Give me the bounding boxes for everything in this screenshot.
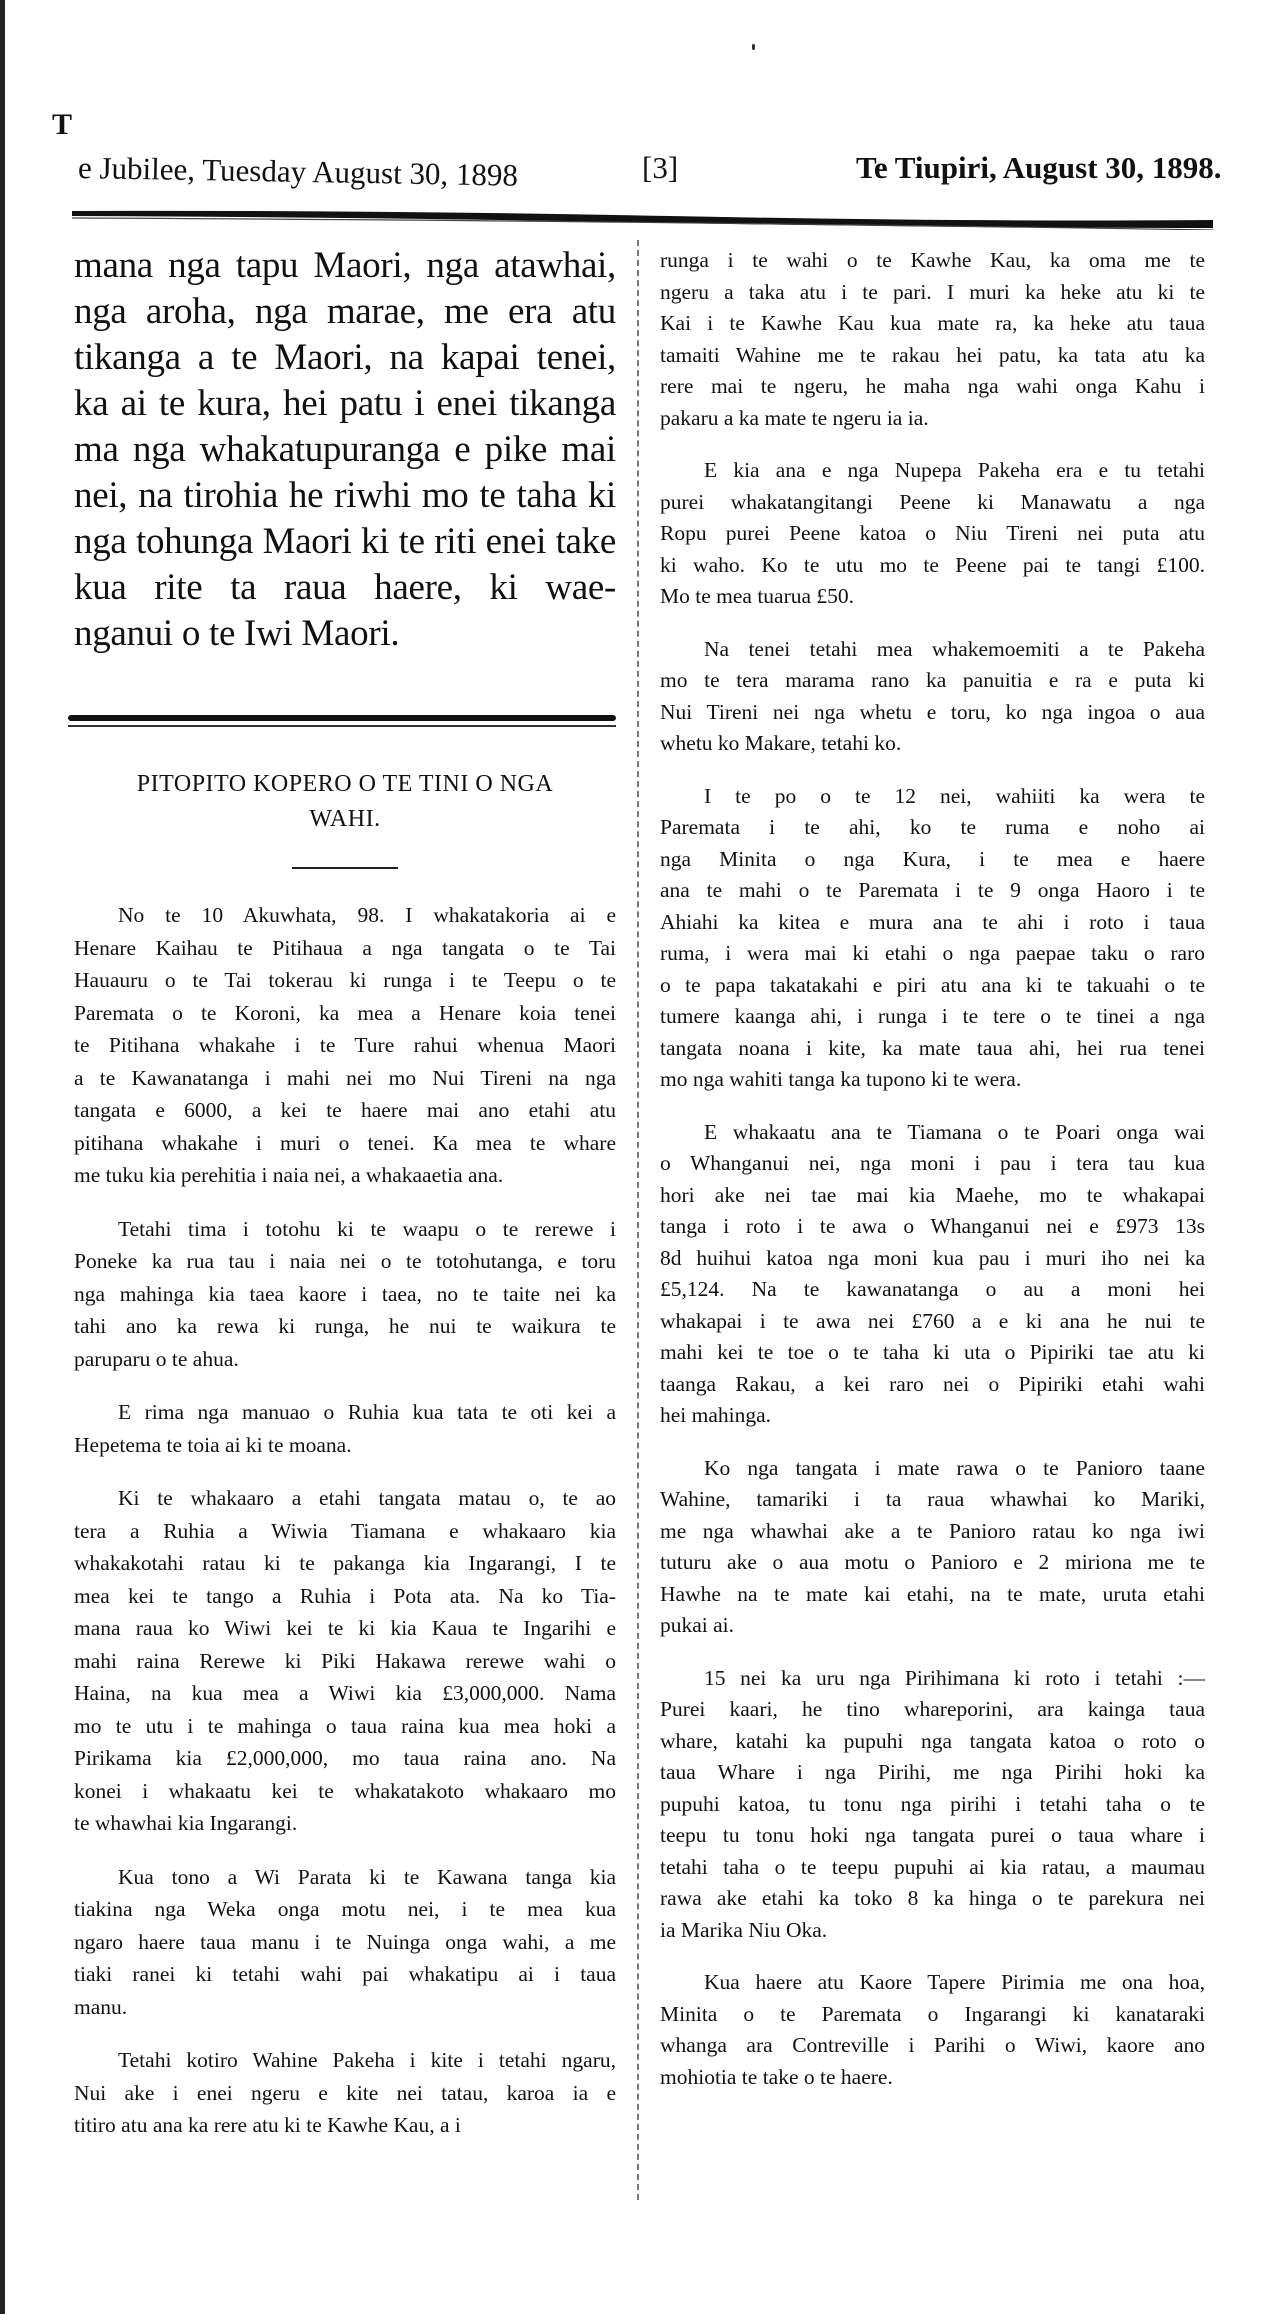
right-column: [660, 245, 1205, 2114]
section-heading: [74, 767, 616, 837]
text-line: pupuhi katoa, tu tonu nga pirihi i tetahi taha o te: [660, 1791, 1205, 1816]
text-line: mo nga wahiti tanga ka tupono ki te wera.: [660, 1067, 1022, 1091]
text-line: Mo te mea tuarua £50.: [660, 584, 855, 608]
text-line: Ko nga tangata i mate rawa o te Panioro taane: [704, 1455, 1205, 1480]
right-articles: [660, 245, 1205, 2093]
left-articles: [74, 899, 616, 2142]
text-line: whare, katahi ka pupuhi nga tangata katoa o roto o: [660, 1728, 1205, 1753]
header-rule: [70, 208, 1215, 230]
text-line: Wahine, tamariki i ta raua whawhai ko Mariki,: [660, 1487, 1205, 1511]
text-line: pitihana whakahe i muri o tenei. Ka mea te whare: [74, 1130, 616, 1155]
article-paragraph: [660, 245, 1205, 434]
text-line: konei i whakaatu kei te whakatakoto whakaaro mo: [74, 1778, 616, 1803]
text-line: nga Minita o nga Kura, i te mea e haere: [660, 846, 1205, 871]
text-line: Kua tono a Wi Parata ki te Kawana tanga kia: [118, 1864, 616, 1889]
text-line: ana te mahi o te Paremata i te 9 onga Haoro i te: [660, 878, 1205, 902]
text-line: Poneke ka rua tau i naia nei o te totohutanga, e toru: [74, 1249, 616, 1273]
text-line: taanga Rakau, a kei raro nei o Pipiriki etahi wahi: [660, 1371, 1205, 1396]
divider-thick-line: [68, 715, 616, 721]
section-divider: [68, 715, 616, 727]
text-line: mana nga tapu Maori, nga atawhai,: [74, 245, 616, 286]
text-line: Paremata i te ahi, ko te ruma e noho ai: [660, 815, 1205, 839]
text-line: Hawhe na te mate kai etahi, na te mate, uruta etahi: [660, 1581, 1205, 1606]
text-line: taua Whare i nga Pirihi, me nga Pirihi hoki ka: [660, 1760, 1205, 1784]
column-divider: [637, 240, 639, 2200]
text-line: a te Kawanatanga i mahi nei mo Nui Tireni na nga: [74, 1065, 616, 1090]
text-line: o Whanganui nei, nga moni i pau i tera tau kua: [660, 1151, 1205, 1175]
text-line: whanga ara Contreville i Parihi o Wiwi, kaore ano: [660, 2033, 1205, 2057]
text-line: paruparu o te ahua.: [74, 1346, 239, 1371]
text-line: nga aroha, nga marae, me era atu: [74, 291, 616, 332]
text-line: Kua haere atu Kaore Tapere Pirimia me ona hoa,: [704, 1970, 1205, 1994]
text-line: kua rite ta raua haere, ki wae-: [74, 567, 616, 608]
text-line: Nui ake i enei ngeru e kite nei tatau, karoa ia e: [74, 2080, 616, 2105]
text-line: hei mahinga.: [660, 1403, 772, 1427]
text-line: Kai i te Kawhe Kau kua mate ra, ka heke atu taua: [660, 311, 1205, 335]
divider-thin-line: [68, 725, 616, 727]
text-line: tangata e 6000, a kei te haere mai ano etahi atu: [74, 1098, 616, 1122]
text-line: titiro atu ana ka rere atu ki te Kawhe Kau, a i: [74, 2113, 461, 2137]
text-line: nga tohunga Maori ki te riti enei take: [74, 521, 616, 562]
text-line: tamaiti Wahine me te rakau hei patu, ka tata atu ka: [660, 342, 1205, 367]
text-line: me tuku kia perehitia i naia nei, a whakaaetia ana.: [74, 1163, 504, 1187]
text-line: tuturu ake o aua motu o Panioro e 2 miriona me te: [660, 1550, 1205, 1574]
article-paragraph: [660, 634, 1205, 760]
text-line: Nui Tireni nei nga whetu e toru, ko nga ingoa o aua: [660, 699, 1205, 724]
text-line: o te papa takatakahi e piri atu ana ki te takuahi o te: [660, 972, 1205, 997]
text-line: E kia ana e nga Nupepa Pakeha era e tu tetahi: [704, 458, 1205, 482]
text-line: me nga whawhai ake a te Panioro ratau ko nga iwi: [660, 1518, 1205, 1543]
scan-speck: [752, 44, 755, 50]
text-line: Ahiahi ka kitea e mura ana te ahi i roto i taua: [660, 909, 1205, 934]
text-line: rawa ake etahi ka toko 8 ka hinga o te parekura nei: [660, 1886, 1205, 1910]
text-line: mahi kei te toe o te taha ki uta o Pipiriki tae atu ki: [660, 1340, 1205, 1364]
text-line: ma nga whakatupuranga e pike mai: [74, 429, 616, 470]
article-paragraph: [74, 1396, 616, 1461]
text-line: Ropu purei Peene katoa o Niu Tireni nei puta atu: [660, 521, 1205, 545]
article-paragraph: [74, 899, 616, 1192]
text-line: ruma, i wera mai ki etahi o nga paepae taku o raro: [660, 941, 1205, 965]
text-line: runga i te wahi o te Kawhe Kau, ka oma me te: [660, 248, 1205, 272]
text-line: Hauauru o te Tai tokerau ki runga i te Teepu o te: [74, 968, 616, 992]
text-line: nga mahinga kia taea kaore i taea, no te taite nei ka: [74, 1281, 616, 1306]
text-line: Hepetema te toia ai ki te moana.: [74, 1432, 352, 1457]
text-line: mahi raina Rerewe ki Piki Hakawa rerewe wahi o: [74, 1648, 616, 1673]
header-left-title: e Jubilee, Tuesday August 30, 1898: [77, 150, 519, 193]
header-right-title: Te Tiupiri, August 30, 1898.: [856, 150, 1222, 185]
left-column: [74, 243, 616, 2163]
heading-underline-rule: [292, 867, 398, 869]
text-line: Purei kaari, he tino whareporini, ara kainga taua: [660, 1697, 1205, 1721]
text-line: Paremata o te Koroni, ka mea a Henare koia tenei: [74, 1000, 616, 1025]
text-line: mo te utu i te mahinga o taua raina kua mea hoki a: [74, 1713, 616, 1738]
text-line: pukai ai.: [660, 1613, 735, 1637]
text-line: ia Marika Niu Oka.: [660, 1917, 828, 1942]
text-line: Henare Kaihau te Pitihaua a nga tangata o te Tai: [74, 935, 616, 960]
article-paragraph: [660, 1663, 1205, 1947]
text-line: pakaru a ka mate te ngeru ia ia.: [660, 405, 929, 430]
text-line: whakakotahi ratau ki te pakanga kia Ingarangi, I te: [74, 1551, 616, 1575]
text-line: I te po o te 12 nei, wahiiti ka wera te: [704, 783, 1205, 808]
text-line: Tetahi tima i totohu ki te waapu o te rerewe i: [118, 1216, 616, 1241]
text-line: hori ake nei tae mai kia Maehe, mo te whakapai: [660, 1182, 1205, 1207]
text-line: tetahi taha o te teepu pupuhi ai kia ratau, a maumau: [660, 1854, 1205, 1879]
text-line: tiaki ranei ki tetahi wahi pai whakatipu ai i taua: [74, 1962, 616, 1986]
text-line: mohiotia te take o te haere.: [660, 2064, 893, 2089]
text-line: manu.: [74, 1994, 128, 2019]
section-heading-line: PITOPITO KOPERO O TE TINI O NGA: [136, 771, 554, 797]
lead-paragraph: [74, 243, 616, 657]
text-line: te Pitihana whakahe i te Ture rahui whenua Maori: [74, 1033, 616, 1057]
text-line: Tetahi kotiro Wahine Pakeha i kite i tetahi ngaru,: [118, 2048, 616, 2072]
article-paragraph: [660, 455, 1205, 613]
scan-left-edge: [0, 0, 5, 2314]
text-line: nganui o te Iwi Maori.: [74, 613, 400, 654]
text-line: Pirikama kia £2,000,000, mo taua raina ano. Na: [74, 1746, 616, 1770]
article-paragraph: [74, 1213, 616, 1376]
text-line: tahi ano ka rewa ki runga, he nui te waikura te: [74, 1314, 616, 1338]
text-line: E rima nga manuao o Ruhia kua tata te oti kei a: [118, 1400, 616, 1424]
text-line: tumere kaanga ahi, i runga i te tere o te tinei a nga: [660, 1004, 1205, 1028]
page-number: [3]: [642, 150, 679, 185]
article-paragraph: [660, 1117, 1205, 1432]
article-paragraph: [660, 1453, 1205, 1642]
text-line: ki waho. Ko te utu mo te Peene pai te tangi £100.: [660, 552, 1205, 577]
text-line: tangata noana i kite, ka mate taua ahi, hei rua tenei: [660, 1035, 1205, 1060]
text-line: Na tenei tetahi mea whakemoemiti a te Pakeha: [704, 636, 1205, 661]
text-line: mo te tera marama rano ka panuitia e ra e puta ki: [660, 668, 1205, 692]
article-paragraph: [74, 1861, 616, 2024]
text-line: tanga i roto i te awa o Whanganui nei e £973 13s: [660, 1214, 1205, 1238]
text-line: ngeru a taka atu i te pari. I muri ka heke atu ki te: [660, 279, 1205, 304]
text-line: whetu ko Makare, tetahi ko.: [660, 731, 902, 755]
text-line: ngaro haere taua manu i te Nuinga onga wahi, a me: [74, 1929, 616, 1954]
text-line: mea kei te tango a Ruhia i Pota ata. Na ko Tia-: [74, 1583, 616, 1608]
text-line: teepu tu tonu hoki nga tangata purei o taua whare i: [660, 1823, 1205, 1847]
section-heading-line: WAHI.: [309, 806, 381, 832]
article-paragraph: [660, 781, 1205, 1096]
text-line: 15 nei ka uru nga Pirihimana ki roto i tetahi :—: [704, 1665, 1205, 1690]
text-line: mana raua ko Wiwi kei te ki kia Kaua te Ingarihi e: [74, 1616, 616, 1640]
text-line: rere mai te ngeru, he maha nga wahi onga Kahu i: [660, 374, 1205, 398]
text-line: Haina, na kua mea a Wiwi kia £3,000,000. Nama: [74, 1681, 616, 1705]
text-line: No te 10 Akuwhata, 98. I whakatakoria ai e: [118, 903, 616, 927]
article-paragraph: [74, 2044, 616, 2142]
article-paragraph: [660, 1967, 1205, 2093]
text-line: nei, na tirohia he riwhi mo te taha ki: [74, 475, 616, 516]
text-line: £5,124. Na te kawanatanga o au a moni hei: [660, 1277, 1205, 1301]
text-line: Ki te whakaaro a etahi tangata matau o, te ao: [118, 1486, 616, 1510]
text-line: tikanga a te Maori, na kapai tenei,: [74, 337, 616, 378]
text-line: purei whakatangitangi Peene ki Manawatu a nga: [660, 489, 1205, 514]
text-line: tera a Ruhia a Wiwia Tiamana e whakaaro kia: [74, 1518, 616, 1543]
article-paragraph: [74, 1482, 616, 1840]
text-line: tiakina nga Weka onga motu nei, i te mea kua: [74, 1897, 616, 1921]
text-line: te whawhai kia Ingarangi.: [74, 1811, 298, 1835]
text-line: Minita o te Paremata o Ingarangi ki kanataraki: [660, 2001, 1205, 2026]
text-line: E whakaatu ana te Tiamana o te Poari onga wai: [704, 1119, 1205, 1144]
text-line: whakapai i te awa nei £760 a e ki ana he nui te: [660, 1308, 1205, 1333]
corner-letter: T: [52, 108, 73, 141]
text-line: ka ai te kura, hei patu i enei tikanga: [74, 383, 616, 424]
text-line: 8d huihui katoa nga moni kua pau i muri iho nei ka: [660, 1245, 1205, 1270]
